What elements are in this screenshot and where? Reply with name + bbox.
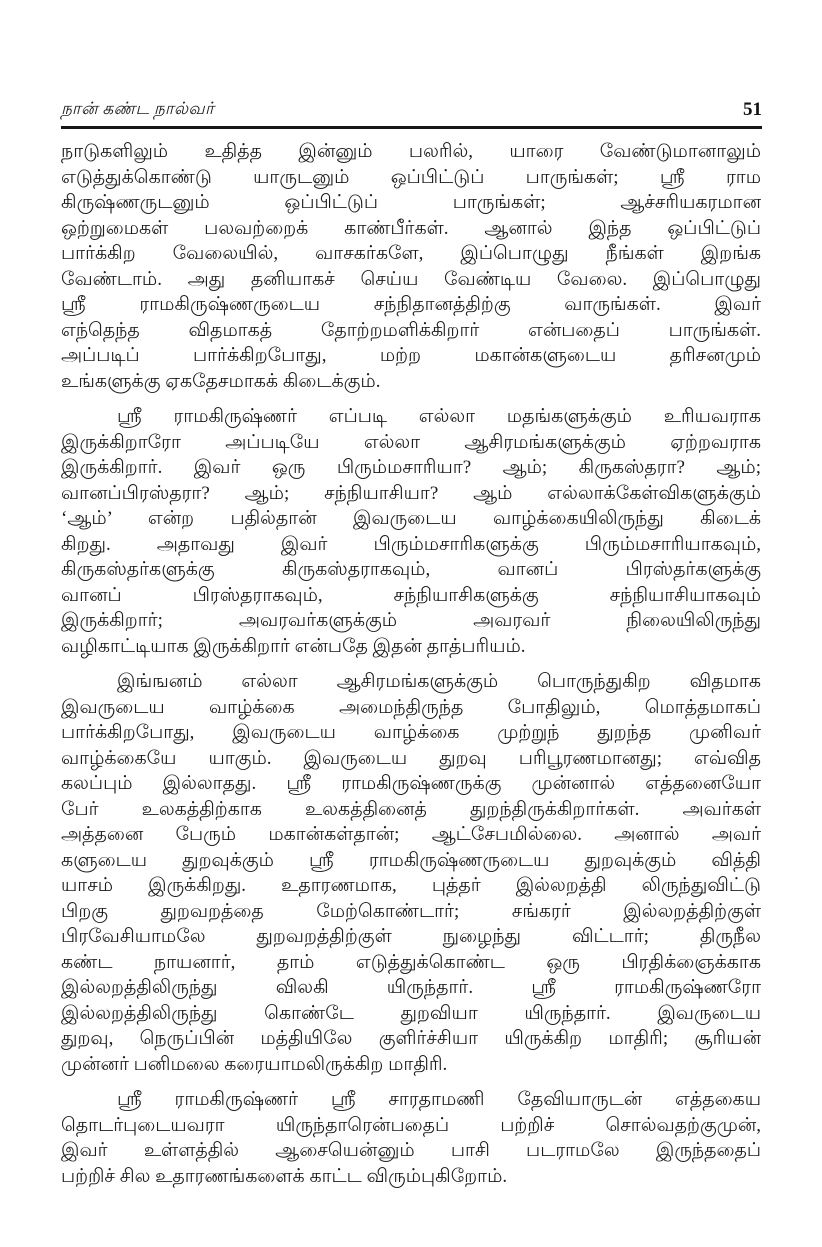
text-line: வழிகாட்டியாக இருக்கிறார் என்பதே இதன் தாத்பரியம். [61, 635, 526, 657]
page-number: 51 [743, 99, 762, 120]
text-line: இருக்கிறாரோ அப்படியே எல்லா ஆசிரமங்களுக்கும் ஏற்றவராக [61, 431, 761, 453]
text-line: யாசம் இருக்கிறது. உதாரணமாக, புத்தர் இல்லறத்தி லிருந்துவிட்டு [61, 875, 761, 896]
text-line: முன்னர் பனிமலை கரையாமலிருக்கிற மாதிரி. [61, 1053, 448, 1075]
text-line: வாழ்க்கையே யாகும். இவருடைய துறவு பரிபூரணமானது; எவ்வித [61, 747, 761, 769]
text-line: கிருஷ்ணருடனும் ஒப்பிட்டுப் பாருங்கள்; ஆச்சரியகரமான [61, 192, 761, 213]
text-line: இல்லறத்திலிருந்து விலகி யிருந்தார். ஸ்ரீ ராமகிருஷ்ணரோ [61, 977, 761, 998]
text-line: எந்தெந்த விதமாகத் தோற்றமளிக்கிறார் என்பதைப் பாருங்கள். [61, 319, 761, 341]
text-line: வேண்டாம். அது தனியாகச் செய்ய வேண்டிய வேலை. இப்பொழுது [61, 268, 761, 290]
text-line: இங்ஙனம் எல்லா ஆசிரமங்களுக்கும் பொருந்துகிற விதமாக [117, 671, 761, 692]
text-line: இவருடைய வாழ்க்கை அமைந்திருந்த போதிலும், மொத்தமாகப் [61, 696, 761, 718]
text-line: ‘ஆம்’ என்ற பதில்தான் இவருடைய வாழ்க்கையிலிருந்து கிடைக் [61, 508, 761, 529]
running-header [61, 99, 762, 121]
text-line: கண்ட நாயனார், தாம் எடுத்துக்கொண்ட ஒரு பிரதிக்ஞைக்காக [61, 951, 761, 973]
text-line: பிறகு துறவறத்தை மேற்கொண்டார்; சங்கரர் இல்லறத்திற்குள் [61, 900, 761, 922]
text-line: ஸ்ரீ ராமகிருஷ்ணர் ஸ்ரீ சாரதாமணி தேவியாருடன் எத்தகைய [117, 1089, 761, 1110]
text-line: நாடுகளிலும் உதித்த இன்னும் பலரில், யாரை வேண்டுமானாலும் [61, 141, 761, 162]
text-line: இல்லறத்திலிருந்து கொண்டே துறவியா யிருந்தார். இவருடைய [61, 1002, 761, 1024]
text-line: அப்படிப் பார்க்கிறபோது, மற்ற மகான்களுடைய தரிசனமும் [61, 345, 761, 366]
text-line: உங்களுக்கு ஏகதேசமாகக் கிடைக்கும். [61, 370, 381, 392]
text-line: ஸ்ரீ ராமகிருஷ்ணர் எப்படி எல்லா மதங்களுக்கும் உரியவராக [117, 406, 761, 427]
text-line: பற்றிச் சில உதாரணங்களைக் காட்ட விரும்புகிறோம். [61, 1165, 508, 1187]
paragraph [61, 1087, 761, 1189]
text-line: பேர் உலகத்திற்காக உலகத்தினைத் துறந்திருக்கிறார்கள். அவர்கள் [61, 798, 761, 820]
header-title: நான் கண்ட நால்வர் [61, 99, 215, 118]
text-line: பிரவேசியாமலே துறவறத்திற்குள் நுழைந்து விட்டார்; திருநீல [61, 926, 761, 947]
text-line: வானப்பிரஸ்தரா? ஆம்; சந்நியாசியா? ஆம் எல்லாக்கேள்விகளுக்கும் [61, 482, 761, 504]
page-body-text [61, 139, 761, 1199]
text-line: பார்க்கிறபோது, இவருடைய வாழ்க்கை முற்றுந் துறந்த முனிவர் [61, 722, 761, 743]
paragraph [61, 669, 761, 1077]
header-rule [61, 126, 762, 129]
paragraph [61, 404, 761, 659]
text-line: இருக்கிறார். இவர் ஒரு பிரும்மசாரியா? ஆம்; கிருகஸ்தரா? ஆம்; [61, 457, 761, 478]
text-line: கலப்பும் இல்லாதது. ஸ்ரீ ராமகிருஷ்ணருக்கு முன்னால் எத்தனையோ [61, 773, 761, 794]
text-line: களுடைய துறவுக்கும் ஸ்ரீ ராமகிருஷ்ணருடைய துறவுக்கும் வித்தி [61, 849, 761, 871]
text-line: இவர் உள்ளத்தில் ஆசையென்னும் பாசி படராமலே இருந்ததைப் [61, 1140, 761, 1161]
text-line: அத்தனை பேரும் மகான்கள்தான்; ஆட்சேபமில்லை. அனால் அவர் [61, 824, 761, 845]
text-line: வானப் பிரஸ்தராகவும், சந்நியாசிகளுக்கு சந்நியாசியாகவும் [61, 584, 761, 606]
text-line: கிறது. அதாவது இவர் பிரும்மசாரிகளுக்கு பிரும்மசாரியாகவும், [61, 533, 761, 555]
paragraph [61, 139, 761, 394]
text-line: கிருகஸ்தர்களுக்கு கிருகஸ்தராகவும், வானப் பிரஸ்தர்களுக்கு [61, 559, 761, 580]
text-line: இருக்கிறார்; அவரவர்களுக்கும் அவரவர் நிலையிலிருந்து [61, 610, 761, 631]
text-line: ஸ்ரீ ராமகிருஷ்ணருடைய சந்நிதானத்திற்கு வாருங்கள். இவர் [61, 294, 761, 315]
text-line: தொடர்புடையவரா யிருந்தாரென்பதைப் பற்றிச் சொல்வதற்குமுன், [61, 1114, 761, 1136]
text-line: ஒற்றுமைகள் பலவற்றைக் காண்பீர்கள். ஆனால் இந்த ஒப்பிட்டுப் [61, 217, 761, 239]
text-line: பார்க்கிற வேலையில், வாசகர்களே, இப்பொழுது நீங்கள் இறங்க [61, 243, 761, 264]
text-line: எடுத்துக்கொண்டு யாருடனும் ஒப்பிட்டுப் பாருங்கள்; ஸ்ரீ ராம [61, 166, 761, 188]
text-line: துறவு, நெருப்பின் மத்தியிலே குளிர்ச்சியா யிருக்கிற மாதிரி; சூரியன் [61, 1028, 761, 1049]
